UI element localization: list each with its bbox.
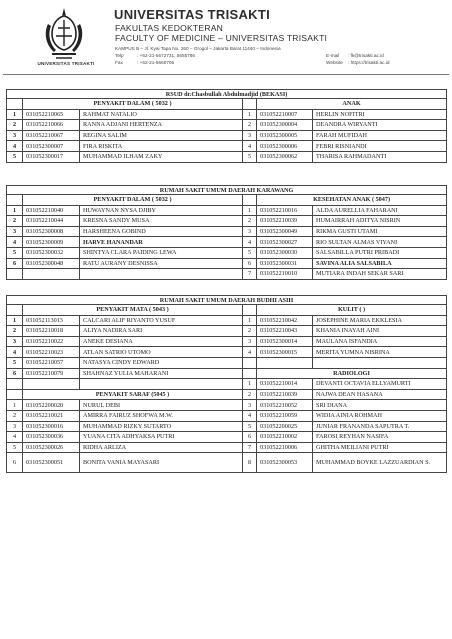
faculty-name-en: FACULTY OF MEDICINE – UNIVERSITAS TRISAKTI [115, 33, 328, 43]
table-row: 5 031052300026 RIDHA ARLIZA 7 031052210006 GHITHA MEILIANI PUTRI [7, 442, 447, 453]
address: KAMPUS B – Jl. Kyai Tapa No. 260 – Grogol – Jakarta Barat 11440 – Indonesia [115, 46, 281, 51]
department-header-penyakit-dalam: PENYAKIT DALAM ( 5032 ) [23, 195, 243, 206]
table-row: PENYAKIT SARAF (5045 ) 2 031052210039 NAJWA DEAN HASANA [7, 389, 447, 400]
university-name: UNIVERSITAS TRISAKTI [114, 7, 270, 22]
table-row: 1 031052210065 RAHMAT NATALIO 1 031052210007 HERLIN NOFITRI [7, 109, 447, 120]
telephone [115, 53, 195, 58]
table-row: 6 031052300051 BONITA VANIA MAYASARI 8 031052300053 MUHAMMAD BOYKE LAZZUARDIAN S. [7, 453, 447, 473]
table-row: 3 031052210022 ANEKE DESIANA 3 031052300014 MAULANA ISFANDIA [7, 336, 447, 347]
table-row: 5 031052300017 MUHAMMAD ILHAM ZAKY 5 031052300062 THARISA RAHMADANTI [7, 151, 447, 162]
table-row: 6 031052300048 RATU AURANY DESNISSA 6 031052300031 SAVINA ALIA SALSABILA [7, 258, 447, 269]
department-header-penyakit-saraf: PENYAKIT SARAF (5045 ) [23, 389, 243, 400]
table-row: 7 031052210010 MUTIARA INDAH SEKAR SARI [7, 269, 447, 280]
table-row: 4 031052300036 YUANA CITA ADHYAKSA PUTRI 6 031052210002 FAROSI REYHAN NASIFA [7, 432, 447, 443]
fax-label: Fax [115, 60, 123, 65]
logo-caption: UNIVERSITAS TRISAKTI [37, 61, 95, 66]
table-row: 3 031052300016 MUHAMMAD RIZKY SUTARTO 5 031052200025 JUNIAR FRANANDA SAPUTRA T. [7, 421, 447, 432]
table-row: 4 031052300009 HARVE HANANDAR 4 031052300027 RIO SULTAN ALMAS VIYANI [7, 237, 447, 248]
website-label: Website [326, 60, 343, 65]
email [326, 53, 384, 58]
table-row: 5 031052210057 NATASYA CINDY EDWARD [7, 357, 447, 368]
table-rsud-budhi-asih [6, 295, 447, 473]
table-row: 2 031052210018 ALIYA NADIRA SARI 2 031052210043 KHANIA INAYAH AINI [7, 326, 447, 337]
table-rsud-bekasi [6, 89, 447, 163]
table-row: 1 031052113013 CALCARI ALIF RIYANTO YUSUF 1 031052210042 JOSEPHINE MARIA EKKLESIA [7, 315, 447, 326]
website-value: : https://trisakti.ac.id [348, 60, 390, 65]
fax [115, 60, 174, 65]
website [326, 60, 389, 65]
telephone-label: Telp [115, 53, 124, 58]
table-row: 4 031052300007 FIRA RISKITA 4 031052300006 FEBRI RISNIANDI [7, 141, 447, 152]
table-row: 3 031052300008 HARSHEENA GOBIND 3 031052300049 RIKMA GUSTI UTAMI [7, 226, 447, 237]
hospital-title: RUMAH SAKIT UMUM DAERAH KARAWANG [7, 186, 447, 195]
department-header-kulit: KULIT ( ) [257, 305, 447, 316]
department-header-penyakit-dalam: PENYAKIT DALAM ( 5032 ) [23, 99, 243, 110]
letterhead-divider [3, 74, 449, 75]
department-header-kesehatan-anak: KESEHATAN ANAK ( 5047) [257, 195, 447, 206]
hospital-title: RUMAH SAKIT UMUM DAERAH BUDHI ASIH [7, 296, 447, 305]
table-row: 6 031052210079 SHAHNAZ YULIA MAHARANI RADIOLOGI [7, 368, 447, 379]
fax-value: : +62-21-5660706 [137, 60, 175, 65]
table-row: 1 031052200020 NURUL DEBI 3 031052210052 SRI DIANA [7, 400, 447, 411]
table-row: 1 031052210040 HUWAYNAN NYSA DJIBY 1 031052210016 ALDA AURELLIA FAHARANI [7, 205, 447, 216]
department-header-anak: ANAK [257, 99, 447, 110]
table-row: 3 031052210067 REGINA SALIM 3 031052300005 FARAH MUFIDAH [7, 130, 447, 141]
table-row: 4 031052210023 ATLAN SATRIO UTOMO 4 031052300015 MERITA YUMNA NISRINA [7, 347, 447, 358]
telephone-value: : +62-21-5672731, 5655786 [137, 53, 195, 58]
email-label: E-mail [326, 53, 340, 58]
department-header-radiologi: RADIOLOGI [257, 368, 447, 379]
table-rsud-karawang [6, 185, 447, 280]
letterhead [0, 0, 452, 80]
table-row: 5 031052300032 SHINTYA CLARA PAIDING LEWA 5 031052300030 SALSABILLA PUTRI PRIBADI [7, 247, 447, 258]
table-row: 1 031052210014 DEVANTI OCTAVIA ELLYAMURTI [7, 379, 447, 390]
table-row: 2 031052210021 AMIRRA FAIRUZ SHOFWA M.W. 4 031052210059 WIDIA AINIA ROHMAH [7, 410, 447, 421]
hospital-title: RSUD dr.Chasbullah Abdulmadjid (BEKASI) [7, 90, 447, 99]
table-row: 2 031052210066 RANNA ADJANI HERTENZA 2 031052300004 DEANDRA WIRYANTI [7, 120, 447, 131]
faculty-name-id: FAKULTAS KEDOKTERAN [115, 23, 224, 33]
department-header-penyakit-mata: PENYAKIT MATA ( 5043 ) [23, 305, 243, 316]
table-row: 2 031052210044 KRESNA SANDY MUSA 2 031052210039 HUMAIRRAH ADITYA NISRIN [7, 216, 447, 227]
email-value: : fk@trisakti.ac.id [348, 53, 384, 58]
university-logo-icon [42, 6, 86, 60]
